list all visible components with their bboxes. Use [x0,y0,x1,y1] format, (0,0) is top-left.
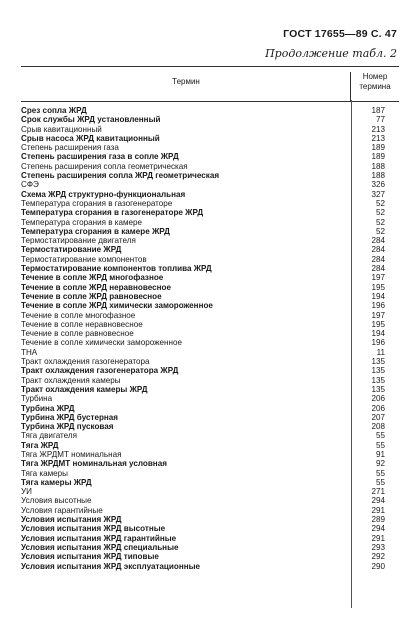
term-text: Температура сгорания в камере [21,217,143,227]
table-row [21,180,399,189]
term-text: Тракт охлаждения камеры [21,375,121,385]
table-row [21,357,399,366]
page-header: ГОСТ 17655—89 С. 47 [283,28,397,40]
term-number: 55 [375,440,385,450]
term-text: Термостатирование ЖРД [21,245,122,255]
term-number: 194 [371,329,385,339]
term-number: 135 [371,357,385,367]
term-number: 291 [371,505,385,515]
term-number: 206 [371,394,385,404]
term-text: Турбина ЖРД пусковая [21,422,114,432]
term-number: 52 [375,208,385,218]
term-text: Срыв насоса ЖРД кавитационный [21,133,160,143]
term-number: 284 [371,245,385,255]
term-text: Течение в сопле неравновесное [21,319,143,329]
term-number: 55 [375,468,385,478]
term-text: Условия испытания ЖРД типовые [21,552,159,562]
term-number: 189 [371,143,385,153]
term-text: Условия испытания ЖРД эксплуатационные [21,561,201,571]
term-number: 195 [371,282,385,292]
table-row [21,366,399,375]
term-text: Схема ЖРД структурно-функциональная [21,189,186,199]
table-row [21,496,399,505]
table-row [21,552,399,561]
terms-table [21,66,399,571]
term-number: 284 [371,264,385,274]
table-row [21,404,399,413]
table-row [21,376,399,385]
term-number: 135 [371,384,385,394]
table-row [21,106,399,115]
table-header [21,67,399,102]
table-row [21,459,399,468]
table-row [21,329,399,338]
table-row [21,227,399,236]
table-row [21,134,399,143]
term-number: 194 [371,291,385,301]
table-row [21,236,399,245]
term-text: Тяга камеры [21,468,69,478]
term-number: 197 [371,273,385,283]
term-number: 55 [375,431,385,441]
table-row [21,283,399,292]
term-text: Температура сгорания в камере ЖРД [21,226,170,236]
term-text: Тяга ЖРДМТ номинальная [21,449,122,459]
term-text: Степень расширения сопла геометрическая [21,161,188,171]
table-row [21,394,399,403]
term-text: Условия высотные [21,496,92,506]
term-text: УИ [21,487,32,497]
term-number: 189 [371,152,385,162]
term-number: 135 [371,375,385,385]
term-number: 188 [371,171,385,181]
term-number: 290 [371,561,385,571]
term-text: Течение в сопле ЖРД многофазное [21,273,164,283]
term-number: 77 [375,115,385,125]
term-text: Течение в сопле многофазное [21,310,136,320]
term-text: Условия испытания ЖРД гарантийные [21,533,177,543]
term-number: 52 [375,217,385,227]
table-row [21,152,399,161]
term-number: 197 [371,310,385,320]
term-text: Термостатирование двигателя [21,236,136,246]
table-row [21,562,399,571]
term-text: Течение в сопле ЖРД химически замороженное [21,301,213,311]
term-text: СФЭ [21,180,39,190]
term-number: 294 [371,524,385,534]
table-row [21,190,399,199]
table-row [21,162,399,171]
term-text: Турбина [21,394,53,404]
term-number: 293 [371,542,385,552]
table-row [21,506,399,515]
term-number: 11 [376,347,385,357]
table-row [21,125,399,134]
table-row [21,543,399,552]
term-number: 284 [371,254,385,264]
term-text: Условия гарантийные [21,505,103,515]
term-text: Течение в сопле химически замороженное [21,338,183,348]
term-text: Тяга камеры ЖРД [21,477,92,487]
term-number: 213 [371,133,385,143]
table-row [21,301,399,310]
column-header-term: Термин [172,77,200,86]
term-number: 91 [375,449,385,459]
term-text: Условия испытания ЖРД специальные [21,542,179,552]
table-row [21,311,399,320]
term-number: 291 [371,533,385,543]
term-text: Срок службы ЖРД установленный [21,115,161,125]
table-row [21,450,399,459]
table-row [21,385,399,394]
table-body [21,102,399,571]
term-number: 188 [371,161,385,171]
table-row [21,245,399,254]
table-row [21,469,399,478]
term-number: 135 [371,366,385,376]
term-number: 52 [375,226,385,236]
term-number: 52 [375,198,385,208]
term-text: Тракт охлаждения газогенератора ЖРД [21,366,179,376]
table-row [21,273,399,282]
term-text: Турбина ЖРД бустерная [21,412,119,422]
term-text: Температура сгорания в газогенераторе [21,198,173,208]
table-row [21,199,399,208]
term-text: Турбина ЖРД [21,403,75,413]
term-number: 208 [371,422,385,432]
table-row [21,320,399,329]
term-text: Условия испытания ЖРД [21,515,122,525]
table-continuation-label: Продолжение табл. 2 [265,47,397,60]
term-text: Степень расширения сопла ЖРД геометрическая [21,171,220,181]
table-row [21,431,399,440]
term-text: Тяга двигателя [21,431,77,441]
table-row [21,413,399,422]
table-row [21,422,399,431]
term-text: Тракт охлаждения камеры ЖРД [21,384,148,394]
term-text: Степень расширения газа [21,143,119,153]
table-row [21,208,399,217]
table-row [21,515,399,524]
term-number: 292 [371,552,385,562]
term-text: Температура сгорания в газогенераторе ЖРД [21,208,204,218]
term-text: Степень расширения газа в сопле ЖРД [21,152,179,162]
table-row [21,534,399,543]
term-text: Условия испытания ЖРД высотные [21,524,166,534]
table-row [21,292,399,301]
table-row [21,255,399,264]
table-row [21,348,399,357]
table-row [21,338,399,347]
term-number: 196 [371,301,385,311]
table-row [21,143,399,152]
term-number: 284 [371,236,385,246]
table-row [21,171,399,180]
term-number: 196 [371,338,385,348]
term-number: 289 [371,515,385,525]
term-number: 294 [371,496,385,506]
table-row [21,524,399,533]
term-text: Срез сопла ЖРД [21,106,87,115]
table-row [21,264,399,273]
term-text: Термостатирование компонентов топлива ЖРД [21,264,212,274]
column-header-number: Номер термина [350,72,399,101]
term-number: 327 [371,189,385,199]
term-number: 207 [371,412,385,422]
table-row [21,218,399,227]
term-text: Тяга ЖРД [21,440,59,450]
term-number: 206 [371,403,385,413]
table-row [21,487,399,496]
term-number: 326 [371,180,385,190]
table-row [21,478,399,487]
term-number: 55 [375,477,385,487]
term-text: Течение в сопле ЖРД неравновесное [21,282,171,292]
term-number: 195 [371,319,385,329]
term-number: 271 [371,487,385,497]
term-number: 213 [371,124,385,134]
term-text: Тяга ЖРДМТ номинальная условная [21,459,167,469]
table-row [21,115,399,124]
term-text: Течение в сопле ЖРД равновесное [21,291,162,301]
term-text: ТНА [21,347,38,357]
term-text: Течение в сопле равновесное [21,329,134,339]
term-text: Тракт охлаждения газогенератора [21,357,150,367]
term-number: 92 [375,459,385,469]
table-row [21,441,399,450]
term-number: 187 [371,106,385,115]
term-text: Срыв кавитационный [21,124,102,134]
column-divider [351,100,352,608]
term-text: Термостатирование компонентов [21,254,147,264]
